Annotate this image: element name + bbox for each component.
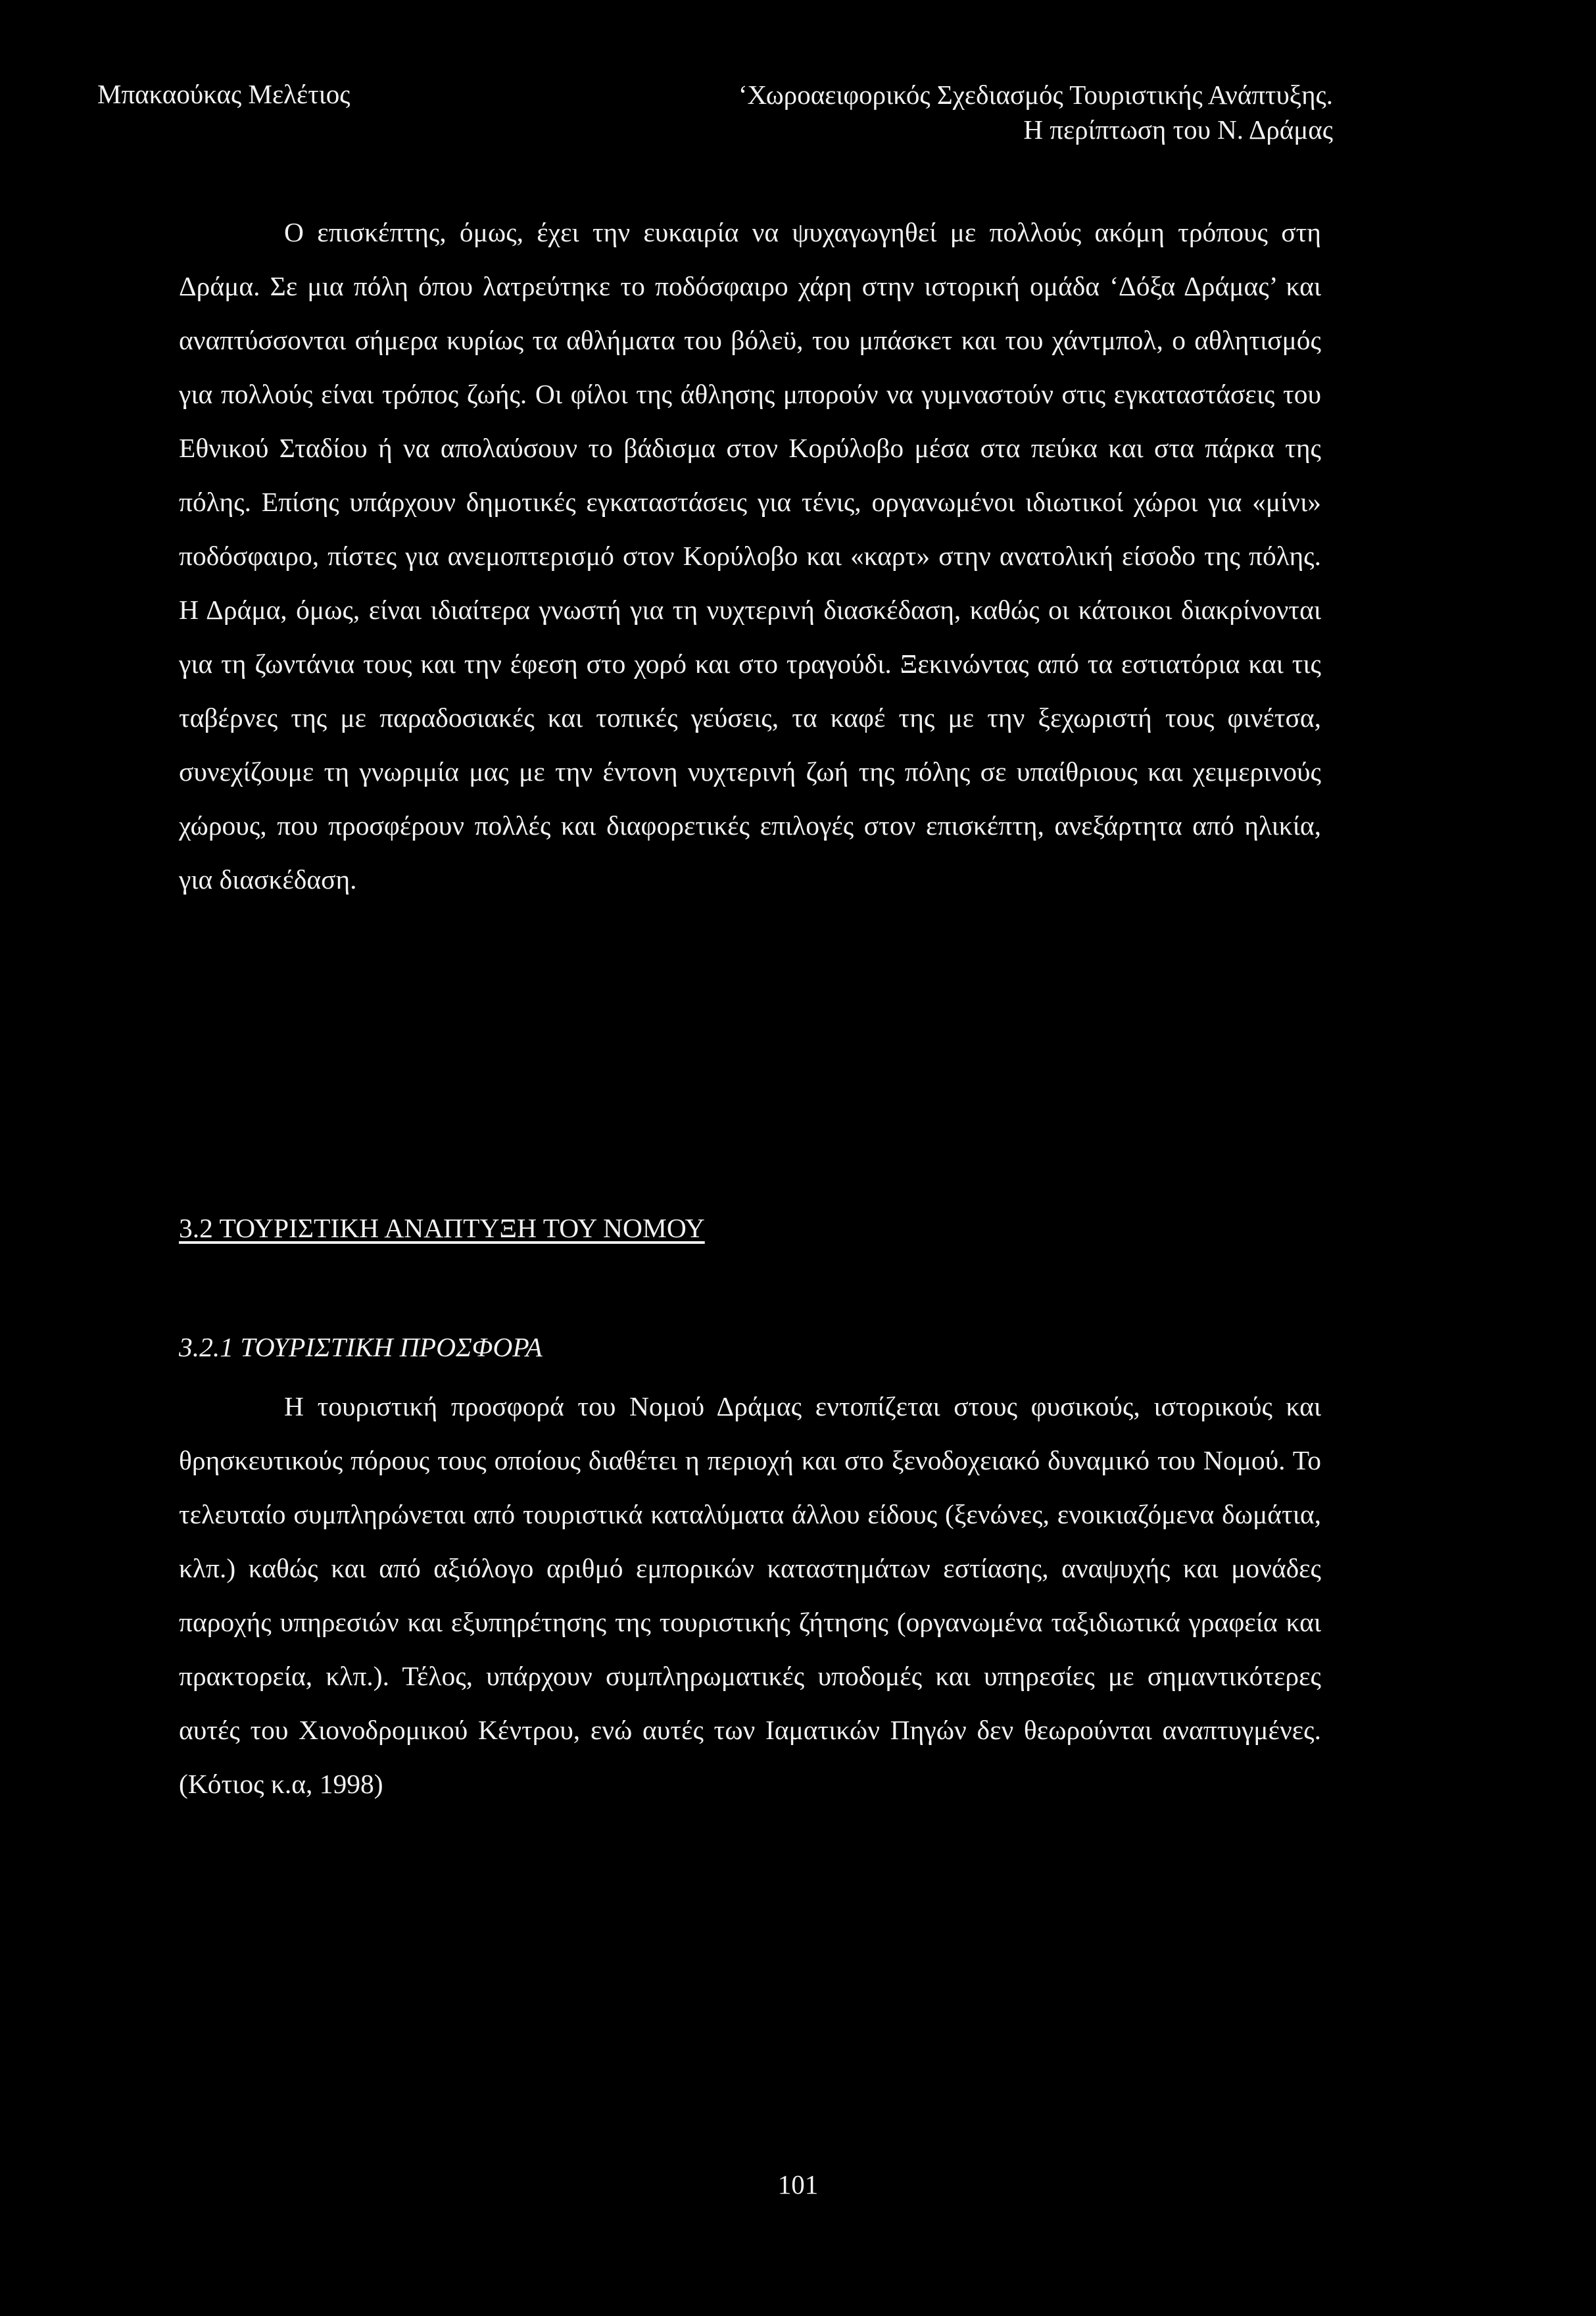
subsection-heading: 3.2.1 ΤΟΥΡΙΣΤΙΚΗ ΠΡΟΣΦΟΡΑ bbox=[179, 1332, 543, 1362]
section-heading: 3.2 ΤΟΥΡΙΣΤΙΚΗ ΑΝΑΠΤΥΞΗ ΤΟΥ ΝΟΜΟΥ bbox=[179, 1213, 705, 1243]
body-paragraph-1: Ο επισκέπτης, όμως, έχει την ευκαιρία να ψυχαγωγηθεί με πολλούς ακόμη τρόπους στη Δράμα. Σε μια πόλη όπου λατρεύτηκε το ποδόσφαιρο χάρη στην ιστορική ομάδα ‘Δόξα Δράμας’ και αναπτύσσονται σήμερα κυρίως τα αθλήματα του βόλεϋ, του μπάσκετ και του χάντμπολ, ο αθλητισμός για πολλούς είναι τρόπος ζωής. Οι φίλοι της άθλησης μπορούν να γυμναστούν στις εγκαταστάσεις του Εθνικού Σταδίου ή να απολαύσουν το βάδισμα στον Κορύλοβο μέσα στα πεύκα και στα πάρκα της πόλης. Επίσης υπάρχουν δημοτικές εγκαταστάσεις για τένις, οργανωμένοι ιδιωτικοί χώροι για «μίνι» ποδόσφαιρο, πίστες για ανεμοπτερισμό στον Κορύλοβο και «καρτ» στην ανατολική είσοδο της πόλης. Η Δράμα, όμως, είναι ιδιαίτερα γνωστή για τη νυχτερινή διασκέδαση, καθώς οι κάτοικοι διακρίνονται για τη ζωντάνια τους και την έφεση στο χορό και στο τραγούδι. Ξεκινώντας από τα εστιατόρια και τις ταβέρνες της με παραδοσιακές και τοπικές γεύσεις, τα καφέ της με την ξεχωριστή τους φινέτσα, συνεχίζουμε τη γνωριμία μας με την έντονη νυχτερινή ζωή της πόλης σε υπαίθριους και χειμερινούς χώρους, που προσφέρουν πολλές και διαφορετικές επιλογές στον επισκέπτη, ανεξάρτητα από ηλικία, για διασκέδαση. bbox=[179, 217, 1321, 895]
page-number: 101 bbox=[777, 2169, 819, 2200]
header-author: Μπακαούκας Μελέτιος bbox=[97, 79, 351, 109]
header-title bbox=[465, 78, 1333, 147]
header-title-line-1: ‘Χωροαειφορικός Σχεδιασμός Τουριστικής Ανάπτυξης. bbox=[738, 80, 1333, 110]
header-title-line-2: Η περίπτωση του Ν. Δράμας bbox=[1023, 114, 1333, 145]
body-paragraph-2: Η τουριστική προσφορά του Νομού Δράμας εντοπίζεται στους φυσικούς, ιστορικούς και θρησκευτικούς πόρους τους οποίους διαθέτει η περιοχή και στο ξενοδοχειακό δυναμικό του Νομού. Το τελευταίο συμπληρώνεται από τουριστικά καταλύματα άλλου είδους (ξενώνες, ενοικιαζόμενα δωμάτια, κλπ.) καθώς και από αξιόλογο αριθμό εμπορικών καταστημάτων εστίασης, αναψυχής και μονάδες παροχής υπηρεσιών και εξυπηρέτησης της τουριστικής ζήτησης (οργανωμένα ταξιδιωτικά γραφεία και πρακτορεία, κλπ.). Τέλος, υπάρχουν συμπληρωματικές υποδομές και υπηρεσίες με σημαντικότερες αυτές του Χιονοδρομικού Κέντρου, ενώ αυτές των Ιαματικών Πηγών δεν θεωρούνται αναπτυγμένες. (Κότιος κ.α, 1998) bbox=[179, 1391, 1321, 1799]
